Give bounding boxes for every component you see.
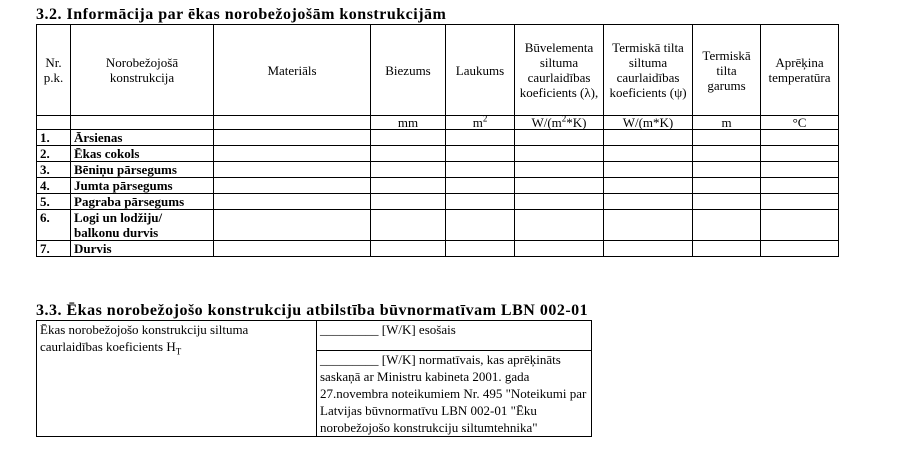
header-construction: Norobežojošā konstrukcija [71,25,214,116]
section-3-3-title: 3.3. Ēkas norobežojošo konstrukciju atbilstība būvnormatīvam LBN 002-01 [36,302,589,319]
existing-value: _________ [W/K] esošais [317,321,592,351]
unit-thickness: mm [371,116,446,130]
header-psi: Termiskā tilta siltuma caurlaidības koeficients (ψ) [604,25,693,116]
compliance-table [36,320,592,437]
header-thickness: Biezums [371,25,446,116]
header-material: Materiāls [214,25,371,116]
table-row: 4. Jumta pārsegums [37,178,839,194]
table-row: 1. Ārsienas [37,130,839,146]
constructions-table [36,24,839,257]
header-area: Laukums [446,25,515,116]
normative-value: _________ [W/K] normatīvais, kas aprēķināts saskaņā ar Ministru kabineta 2001. gada 27.novembra noteikumiem Nr. 495 "Noteikumi par Latvijas būvnormatīvu LBN 002-01 "Ēku norobežojošo konstrukciju siltumtehnika" [317,351,592,437]
unit-bridge-length: m [693,116,761,130]
units-row [37,116,839,130]
unit-lambda: $W/(m^2*K)$ [515,116,604,130]
table-row: 3. Bēniņu pārsegums [37,162,839,178]
header-nr: Nr. p.k. [37,25,71,116]
header-bridge-length: Termiskā tilta garums [693,25,761,116]
header-temperature: Aprēķina temperatūra [761,25,839,116]
unit-area: $m^2$ [446,116,515,130]
header-lambda: Būvelementa siltuma caurlaidības koeficients (λ), [515,25,604,116]
table-row: 7. Durvis [37,241,839,257]
table-row: 2. Ēkas cokols [37,146,839,162]
coefficient-label: Ēkas norobežojošo konstrukciju siltuma caurlaidības koeficients $H_T$ [37,321,317,437]
unit-psi: W/(m*K) [604,116,693,130]
unit-temperature: °C [761,116,839,130]
section-3-2-title: 3.2. Informācija par ēkas norobežojošām konstrukcijām [36,6,447,23]
table-row: 6. Logi un lodžiju/ balkonu durvis [37,210,839,241]
table-row: 5. Pagraba pārsegums [37,194,839,210]
